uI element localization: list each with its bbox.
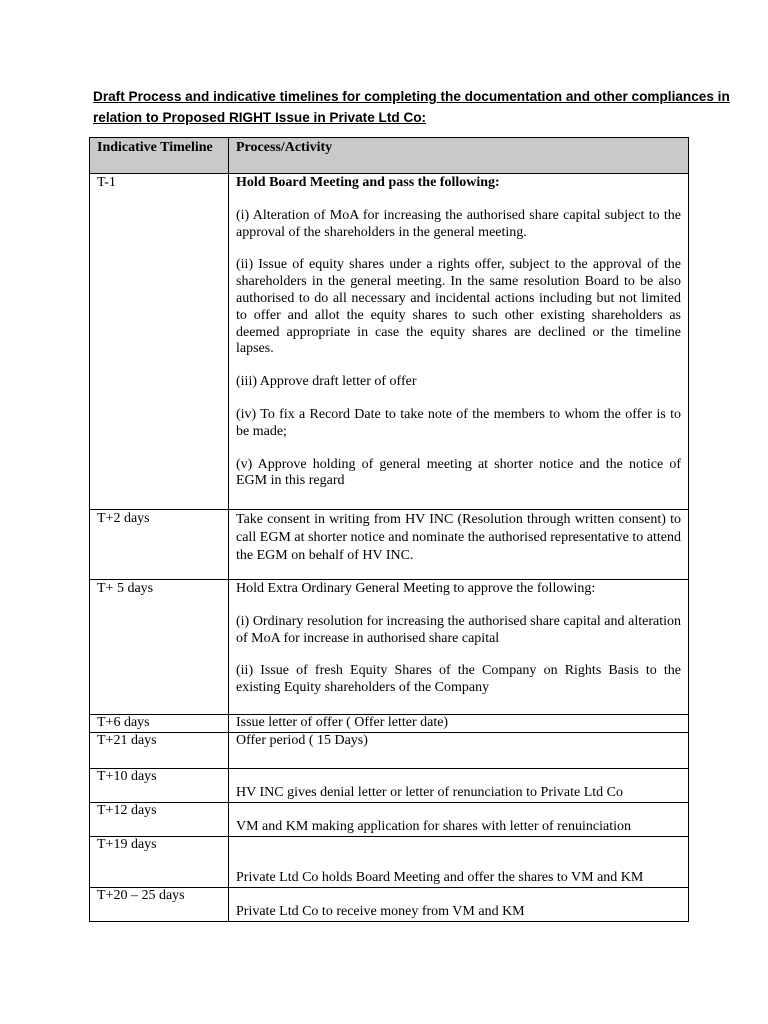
activity-item: (i) Ordinary resolution for increasing the authorised share capital and alteration of MoA for increase in authorised share capital [236, 613, 681, 646]
activity-text: Private Ltd Co to receive money from VM and KM [236, 904, 525, 919]
activity-heading: Hold Extra Ordinary General Meeting to approve the following: [236, 581, 596, 596]
header-timeline: Indicative Timeline [90, 138, 229, 174]
table-row [90, 715, 689, 733]
activity-cell [229, 174, 689, 510]
document-title [93, 86, 730, 128]
activity-item: (v) Approve holding of general meeting at shorter notice and the notice of EGM in this regard [236, 456, 681, 489]
activity-cell [229, 802, 689, 836]
timeline-cell: T+ 5 days [90, 580, 229, 715]
activity-cell [229, 715, 689, 733]
activity-item: (ii) Issue of equity shares under a rights offer, subject to the approval of the shareholders in the general meeting. In the same resolution Board to be also authorised to do all necessary and incidental actions including but not limited to offer and allot the equity shares to such other existing shareholders as deemed appropriate in case the equity shares are declined or the timeline lapses. [236, 257, 681, 357]
activity-cell [229, 768, 689, 802]
activity-text: HV INC gives denial letter or letter of renunciation to Private Ltd Co [236, 785, 623, 800]
table-row [90, 580, 689, 715]
timeline-cell: T+10 days [90, 768, 229, 802]
activity-cell [229, 510, 689, 580]
activity-text: Offer period ( 15 Days) [236, 732, 368, 748]
activity-text: VM and KM making application for shares with letter of renuinciation [236, 819, 632, 834]
activity-cell [229, 580, 689, 715]
activity-item: (i) Alteration of MoA for increasing the authorised share capital subject to the approval of the shareholders in the general meeting. [236, 207, 681, 240]
timeline-table [89, 137, 689, 922]
timeline-cell: T+12 days [90, 802, 229, 836]
table-row [90, 510, 689, 580]
table-row [90, 802, 689, 836]
activity-text: Take consent in writing from HV INC (Resolution through written consent) to call EGM at shorter notice and nominate the authorised representative to attend the EGM on behalf of HV INC. [236, 512, 681, 563]
activity-text: Private Ltd Co holds Board Meeting and offer the shares to VM and KM [236, 870, 644, 885]
header-activity: Process/Activity [229, 138, 689, 174]
activity-cell [229, 836, 689, 887]
timeline-cell: T+6 days [90, 715, 229, 733]
table-header-row [90, 138, 689, 174]
title-line-1: Draft Process and indicative timelines for completing the documentation and other compliances in [93, 89, 730, 104]
activity-cell [229, 887, 689, 921]
activity-cell [229, 732, 689, 768]
table-row [90, 887, 689, 921]
title-line-2: relation to Proposed RIGHT Issue in Private Ltd Co: [93, 110, 427, 125]
timeline-cell: T+2 days [90, 510, 229, 580]
table-row [90, 732, 689, 768]
activity-item: (iii) Approve draft letter of offer [236, 374, 417, 390]
activity-item: (ii) Issue of fresh Equity Shares of the Company on Rights Basis to the existing Equity shareholders of the Company [236, 663, 681, 696]
timeline-cell: T-1 [90, 174, 229, 510]
activity-item: (iv) To fix a Record Date to take note of the members to whom the offer is to be made; [236, 406, 681, 439]
table-row [90, 768, 689, 802]
activity-text: Issue letter of offer ( Offer letter date) [236, 715, 449, 730]
table-row [90, 174, 689, 510]
timeline-cell: T+21 days [90, 732, 229, 768]
timeline-cell: T+19 days [90, 836, 229, 887]
timeline-cell: T+20 – 25 days [90, 887, 229, 921]
activity-heading: Hold Board Meeting and pass the following: [236, 175, 500, 190]
table-row [90, 836, 689, 887]
